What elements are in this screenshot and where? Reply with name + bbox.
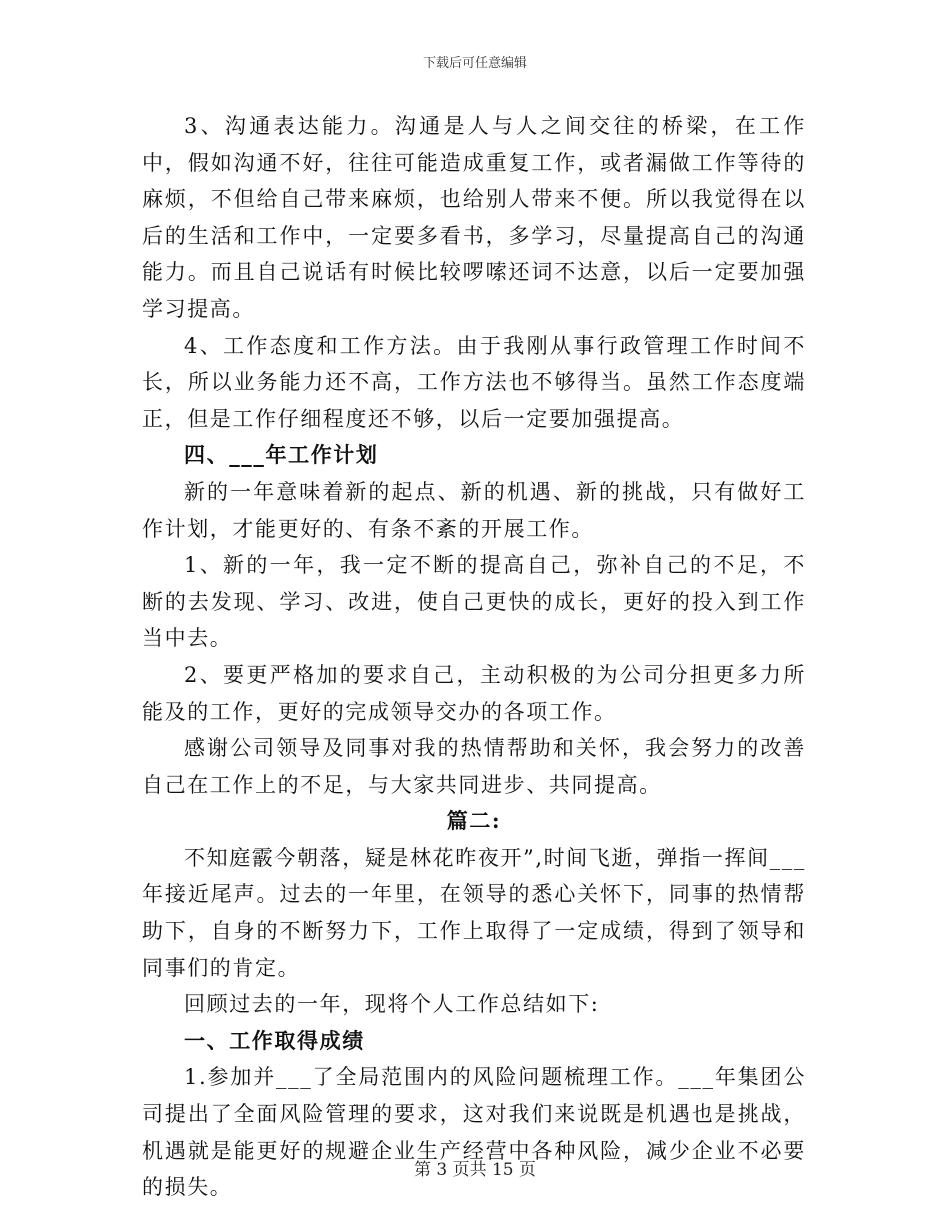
heading-achievements: 一、工作取得成绩 [184,1027,365,1053]
paragraph-risk-review: 1.参加并___了全局范围内的风险问题梳理工作。___年集团公司提出了全面风险管理的要求，这对我们来说既是机遇也是挑战，机遇就是能更好的规避企业生产经营中各种风险，减少企业不必要的损失。 [142,1065,806,1200]
page-footer: 第 3 页共 15 页 [413,1160,537,1180]
paragraph-plan-item-2: 2、要更严格加的要求自己，主动积极的为公司分担更多力所能及的工作，更好的完成领导交办的各项工作。 [142,662,806,724]
paragraph-work-attitude: 4、工作态度和工作方法。由于我刚从事行政管理工作时间不长，所以业务能力还不高，工作方法也不够得当。虽然工作态度端正，但是工作仔细程度还不够，以后一定要加强提高。 [142,333,806,431]
heading-work-plan: 四、___年工作计划 [184,442,379,468]
header-note: 下载后可任意编辑 [422,56,527,71]
document-body [142,108,806,1206]
paragraph-review: 回顾过去的一年，现将个人工作总结如下: [184,992,600,1017]
paragraph-intro: 不知庭霰今朝落，疑是林花昨夜开”,时间飞逝，弹指一挥间___年接近尾声。过去的一年里，在领导的悉心关怀下，同事的热情帮助下，自身的不断努力下，工作上取得了一定成绩，得到了领导和同事们的肯定。 [142,845,806,980]
paragraph-plan-item-1: 1、新的一年，我一定不断的提高自己，弥补自己的不足，不断的去发现、学习、改进，使自己更快的成长，更好的投入到工作当中去。 [142,553,806,651]
section-title-part-two: 篇二: [446,808,502,834]
paragraph-new-year: 新的一年意味着新的起点、新的机遇、新的挑战，只有做好工作计划，才能更好的、有条不紊的开展工作。 [142,479,806,541]
paragraph-thanks: 感谢公司领导及同事对我的热情帮助和关怀，我会努力的改善自己在工作上的不足，与大家共同进步、共同提高。 [142,736,806,797]
paragraph-communication: 3、沟通表达能力。沟通是人与人之间交往的桥梁，在工作中，假如沟通不好，往往可能造成重复工作，或者漏做工作等待的麻烦，不但给自己带来麻烦，也给别人带来不便。所以我觉得在以后的生活和工作中，一定要多看书，多学习，尽量提高自己的沟通能力。而且自己说话有时候比较啰嗦还词不达意，以后一定要加强学习提高。 [142,114,806,321]
